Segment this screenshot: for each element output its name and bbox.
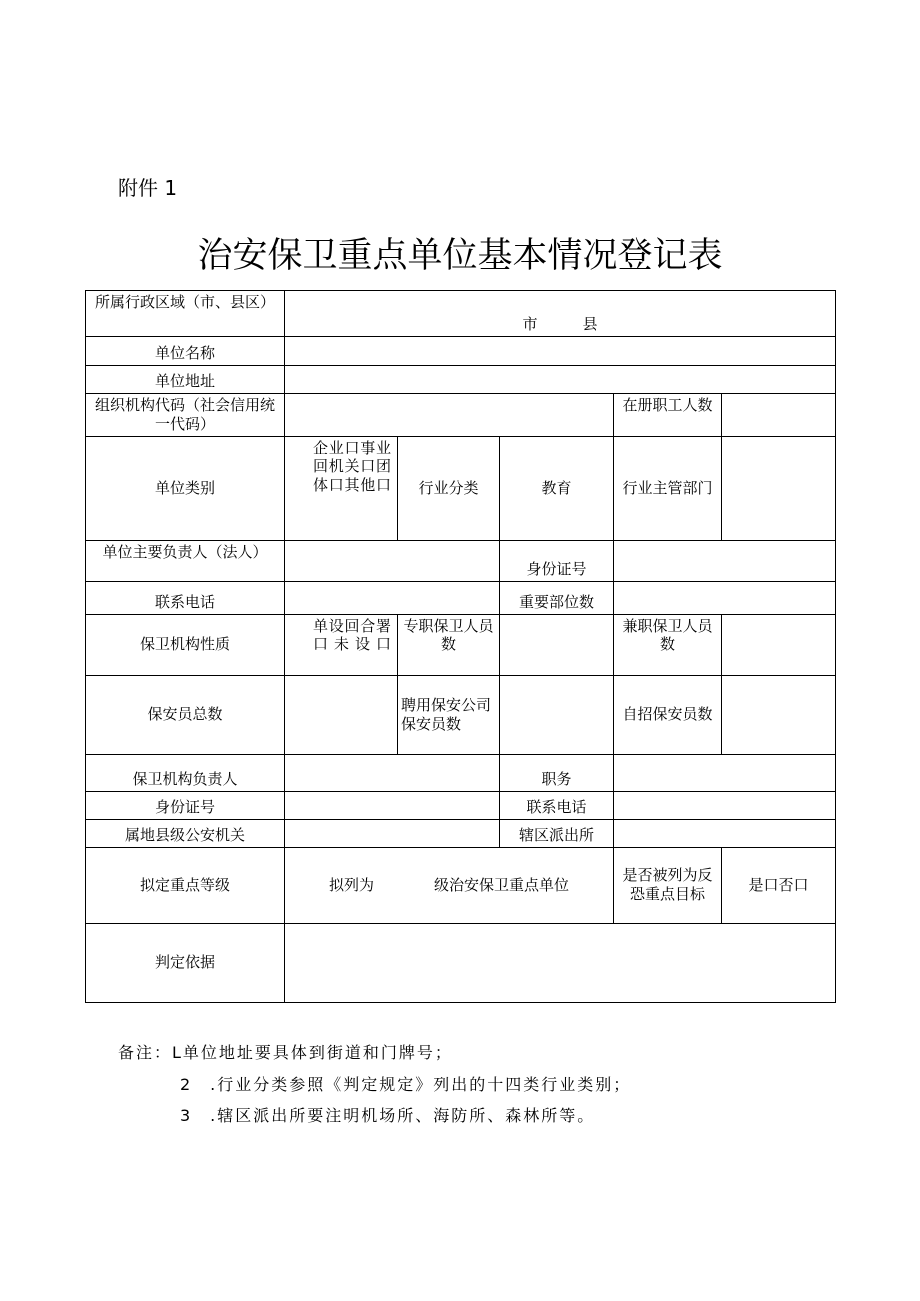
guards-total-label: 保安员总数: [86, 675, 285, 754]
police-field[interactable]: [285, 819, 500, 847]
unit-address-label: 单位地址: [86, 366, 285, 394]
level-label: 拟定重点等级: [86, 847, 285, 923]
region-value[interactable]: 市 县: [285, 291, 836, 337]
staff-count-label: 在册职工人数: [614, 394, 722, 437]
fulltime-field[interactable]: [500, 614, 614, 675]
position-label: 职务: [500, 754, 614, 791]
note-line-3: 3 .辖区派出所要注明机场所、海防所、森林所等。: [180, 1106, 596, 1125]
security-head-field[interactable]: [285, 754, 500, 791]
police-label: 属地县级公安机关: [86, 819, 285, 847]
unit-address-field[interactable]: [285, 366, 836, 394]
authority-field[interactable]: [722, 436, 836, 540]
legal-rep-label: 单位主要负责人（法人）: [86, 540, 285, 581]
guards-total-field[interactable]: [285, 675, 398, 754]
phone-label: 联系电话: [86, 581, 285, 614]
key-parts-field[interactable]: [614, 581, 836, 614]
staff-count-field[interactable]: [722, 394, 836, 437]
security-org-label: 保卫机构性质: [86, 614, 285, 675]
contact-phone-field[interactable]: [614, 791, 836, 819]
hired-guards-field[interactable]: [500, 675, 614, 754]
registration-form-table: [85, 290, 836, 1003]
hired-guards-label: 聘用保安公司保安员数: [398, 675, 500, 754]
org-code-field[interactable]: [285, 394, 614, 437]
head-id-field[interactable]: [285, 791, 500, 819]
industry-label: 行业分类: [398, 436, 500, 540]
note-line-2: 2 .行业分类参照《判定规定》列出的十四类行业类别；: [180, 1075, 632, 1094]
industry-value[interactable]: 教育: [500, 436, 614, 540]
legal-rep-field[interactable]: [285, 540, 500, 581]
fulltime-label: 专职保卫人员数: [398, 614, 500, 675]
security-head-label: 保卫机构负责人: [86, 754, 285, 791]
contact-phone-label: 联系电话: [500, 791, 614, 819]
org-code-label: 组织机构代码（社会信用统一代码）: [86, 394, 285, 437]
basis-field[interactable]: [285, 923, 836, 1002]
unit-name-label: 单位名称: [86, 337, 285, 366]
parttime-field[interactable]: [722, 614, 836, 675]
level-value[interactable]: 拟列为 级治安保卫重点单位: [285, 847, 614, 923]
basis-label: 判定依据: [86, 923, 285, 1002]
parttime-label: 兼职保卫人员数: [614, 614, 722, 675]
attachment-label: 附件 1: [118, 176, 178, 200]
security-org-options[interactable]: 单设回合署口未设口: [285, 614, 398, 675]
key-parts-label: 重要部位数: [500, 581, 614, 614]
id-number-label: 身份证号: [500, 540, 614, 581]
page-title: 治安保卫重点单位基本情况登记表: [197, 236, 723, 276]
unit-category-options[interactable]: 企业口事业回机关口团体口其他口: [285, 436, 398, 540]
head-id-label: 身份证号: [86, 791, 285, 819]
self-guards-field[interactable]: [722, 675, 836, 754]
position-field[interactable]: [614, 754, 836, 791]
phone-field[interactable]: [285, 581, 500, 614]
unit-category-label: 单位类别: [86, 436, 285, 540]
anti-terror-options[interactable]: 是口否口: [722, 847, 836, 923]
station-label: 辖区派出所: [500, 819, 614, 847]
anti-terror-label: 是否被列为反恐重点目标: [614, 847, 722, 923]
authority-label: 行业主管部门: [614, 436, 722, 540]
id-number-field[interactable]: [614, 540, 836, 581]
station-field[interactable]: [614, 819, 836, 847]
self-guards-label: 自招保安员数: [614, 675, 722, 754]
note-line-1: 备注：L单位地址要具体到街道和门牌号；: [118, 1043, 453, 1062]
unit-name-field[interactable]: [285, 337, 836, 366]
region-label: 所属行政区域（市、县区）: [86, 291, 285, 337]
